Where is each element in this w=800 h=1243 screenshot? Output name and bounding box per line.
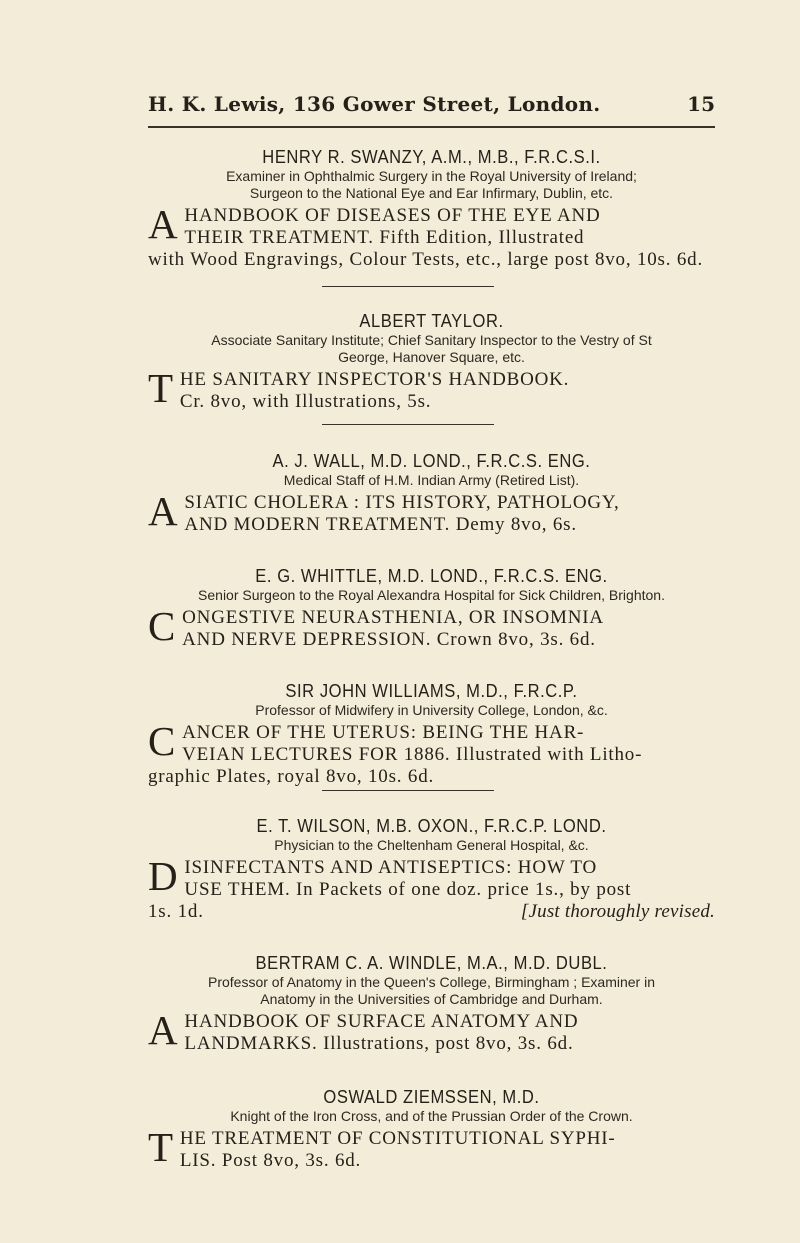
book-title	[148, 1007, 715, 1055]
author-name: OSWALD ZIEMSSEN, M.D.	[323, 1087, 540, 1107]
author-desc: Medical Staff of H.M. Indian Army (Retired List).	[283, 472, 580, 488]
author-desc: Senior Surgeon to the Royal Alexandra Hospital for Sick Children, Brighton.	[198, 587, 665, 603]
drop-cap: T	[148, 1124, 174, 1170]
author-desc: George, Hanover Square, etc.	[338, 349, 525, 365]
publisher-address: H. K. Lewis, 136 Gower Street, London.	[148, 92, 601, 116]
book-title	[148, 853, 715, 923]
title-line: ANCER OF THE UTERUS: BEING THE HAR-	[182, 722, 585, 743]
title-line: LANDMARKS. Illustrations, post 8vo, 3s. 6d.	[184, 1033, 574, 1054]
drop-cap: T	[148, 365, 174, 411]
author-desc: Knight of the Iron Cross, and of the Prussian Order of the Crown.	[230, 1108, 633, 1124]
author-name: HENRY R. SWANZY, A.M., M.B., F.R.C.S.I.	[262, 147, 601, 167]
book-title	[148, 603, 715, 651]
title-line: THEIR TREATMENT. Fifth Edition, Illustrated	[184, 227, 585, 248]
book-title	[148, 365, 715, 413]
drop-cap: C	[148, 603, 177, 649]
title-line: ISINFECTANTS AND ANTISEPTICS: HOW TO	[184, 857, 598, 878]
book-entry	[148, 815, 715, 923]
title-line: HE SANITARY INSPECTOR'S HANDBOOK.	[179, 369, 570, 390]
title-line: USE THEM. In Packets of one doz. price 1s., by post	[184, 879, 632, 900]
revision-note: [Just thoroughly revised.	[520, 901, 715, 922]
title-line: with Wood Engravings, Colour Tests, etc., large post 8vo, 10s. 6d.	[148, 249, 703, 270]
title-line: HANDBOOK OF SURFACE ANATOMY AND	[184, 1011, 579, 1032]
title-line: AND NERVE DEPRESSION. Crown 8vo, 3s. 6d.	[182, 629, 596, 650]
title-line: VEIAN LECTURES FOR 1886. Illustrated with Litho-	[182, 744, 643, 765]
author-name: BERTRAM C. A. WINDLE, M.A., M.D. DUBL.	[255, 953, 608, 973]
book-title	[148, 201, 715, 271]
author-name: SIR JOHN WILLIAMS, M.D., F.R.C.P.	[285, 681, 578, 701]
author-name: E. G. WHITTLE, M.D. LOND., F.R.C.S. ENG.	[255, 566, 608, 586]
book-title	[148, 718, 715, 788]
author-name: E. T. WILSON, M.B. OXON., F.R.C.P. LOND.	[256, 816, 607, 836]
book-entry	[148, 565, 715, 651]
title-line: AND MODERN TREATMENT. Demy 8vo, 6s.	[184, 514, 577, 535]
author-desc: Physician to the Cheltenham General Hospital, &c.	[274, 837, 589, 853]
author-name: A. J. WALL, M.D. LOND., F.R.C.S. ENG.	[272, 451, 591, 471]
drop-cap: A	[148, 201, 179, 247]
title-line: HE TREATMENT OF CONSTITUTIONAL SYPHI-	[179, 1128, 616, 1149]
drop-cap: D	[148, 853, 179, 899]
book-entry	[148, 680, 715, 788]
book-entry	[148, 310, 715, 413]
divider	[322, 286, 494, 287]
book-title	[148, 1124, 715, 1172]
page-number: 15	[687, 92, 715, 116]
drop-cap: A	[148, 488, 179, 534]
author-desc: Associate Sanitary Institute; Chief Sanitary Inspector to the Vestry of St	[211, 332, 652, 348]
divider	[322, 790, 494, 791]
title-line: graphic Plates, royal 8vo, 10s. 6d.	[148, 766, 435, 787]
author-desc: Professor of Midwifery in University College, London, &c.	[255, 702, 608, 718]
title-line: ONGESTIVE NEURASTHENIA, OR INSOMNIA	[182, 607, 604, 628]
book-title	[148, 488, 715, 536]
title-line: Cr. 8vo, with Illustrations, 5s.	[179, 391, 432, 412]
author-desc: Professor of Anatomy in the Queen's College, Birmingham ; Examiner in	[208, 974, 655, 990]
author-desc: Surgeon to the National Eye and Ear Infirmary, Dublin, etc.	[249, 185, 614, 201]
title-line: LIS. Post 8vo, 3s. 6d.	[179, 1150, 362, 1171]
author-desc: Examiner in Ophthalmic Surgery in the Royal University of Ireland;	[226, 168, 637, 184]
author-desc: Anatomy in the Universities of Cambridge and Durham.	[260, 991, 603, 1007]
book-entry	[148, 146, 715, 271]
book-entry	[148, 952, 715, 1055]
price-tail: 1s. 1d.	[148, 901, 204, 922]
title-line: HANDBOOK OF DISEASES OF THE EYE AND	[184, 205, 601, 226]
author-name: ALBERT TAYLOR.	[359, 311, 504, 331]
divider	[322, 424, 494, 425]
drop-cap: A	[148, 1007, 179, 1053]
title-line	[148, 901, 715, 923]
title-line: SIATIC CHOLERA : ITS HISTORY, PATHOLOGY,	[184, 492, 620, 513]
book-entry	[148, 450, 715, 536]
book-entry	[148, 1086, 715, 1172]
drop-cap: C	[148, 718, 177, 764]
running-header	[148, 92, 715, 128]
